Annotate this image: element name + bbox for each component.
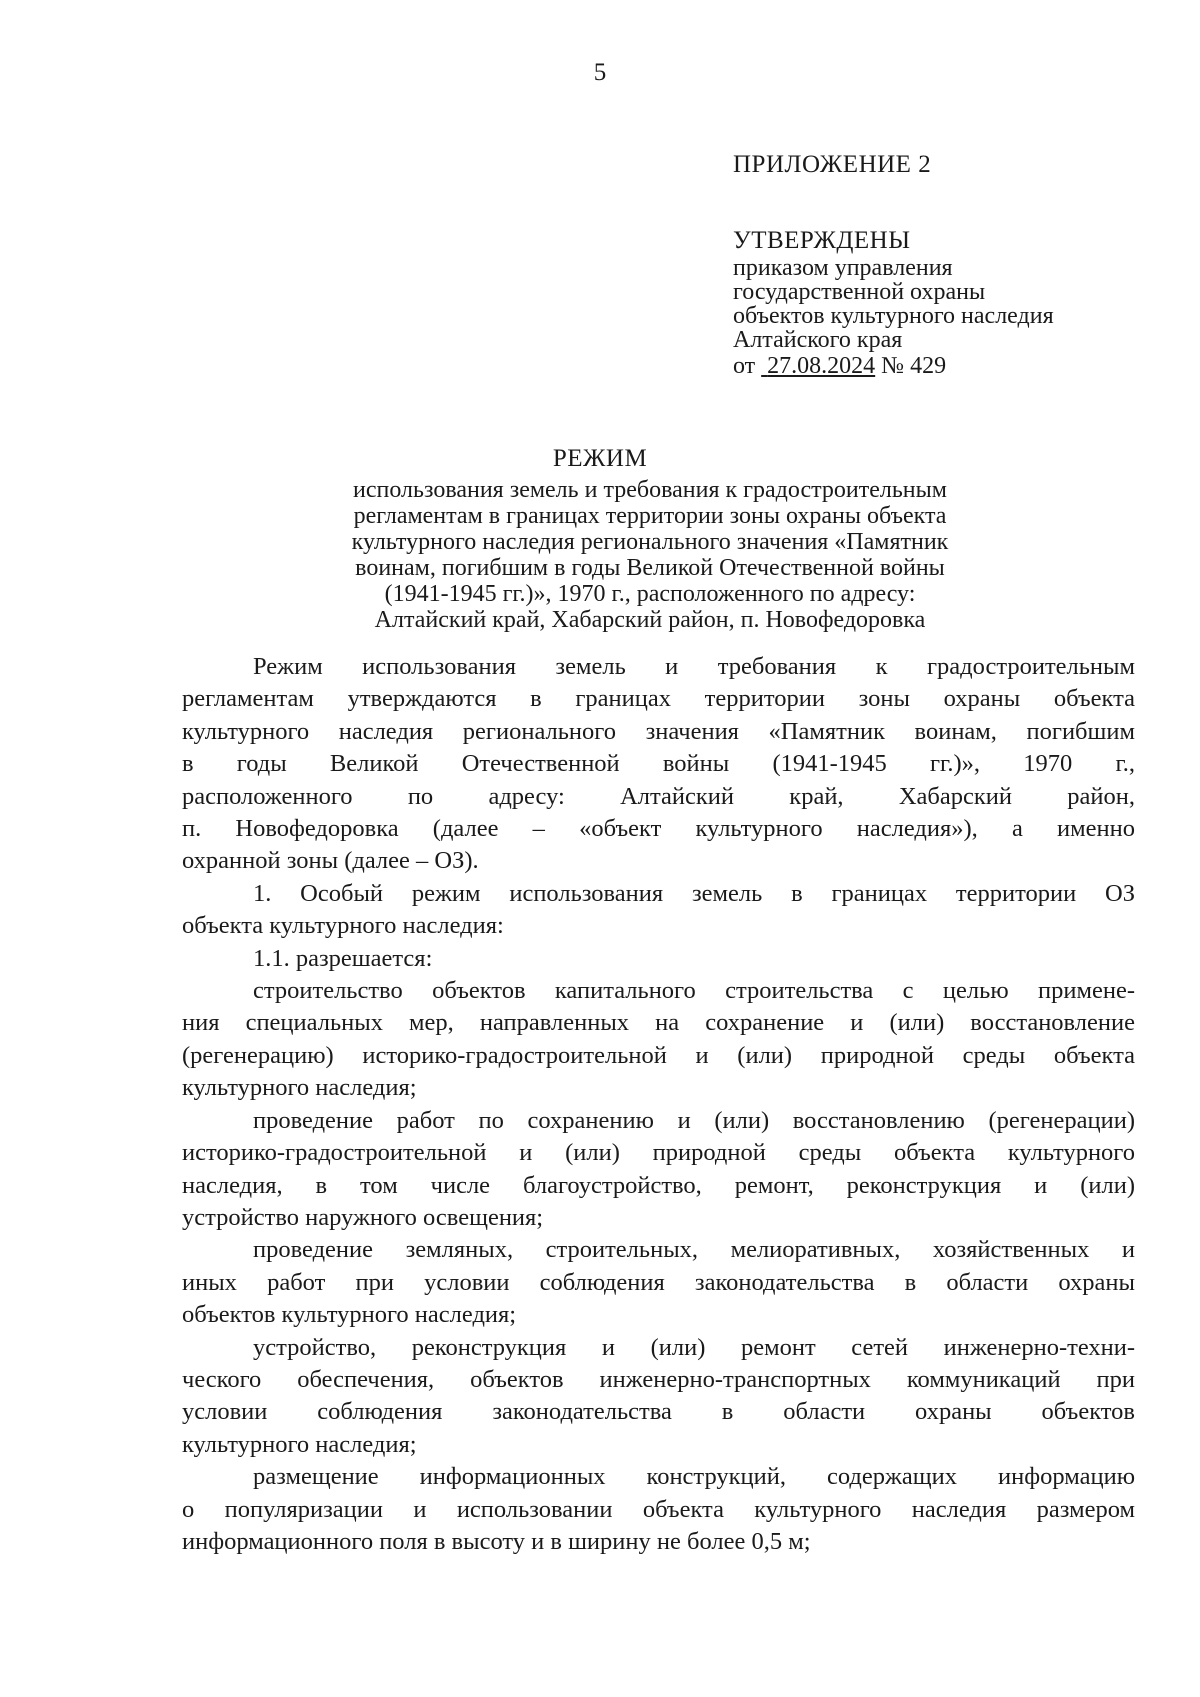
body-line: объектов культурного наследия; <box>182 1301 517 1329</box>
document-body <box>182 651 1135 1558</box>
body-line: культурного наследия регионального значения «Памятник воинам, погибшим <box>182 717 1135 745</box>
approved-label: УТВЕРЖДЕНЫ <box>733 227 911 254</box>
body-line: Режим использования земель и требования к градостроительным <box>253 653 1135 680</box>
body-line: культурного наследия; <box>182 1430 417 1458</box>
body-line: 1.1. разрешается: <box>253 944 433 972</box>
body-line: условии соблюдения законодательства в области охраны объектов <box>182 1398 1135 1426</box>
body-line: охранной зоны (далее – ОЗ). <box>182 847 479 875</box>
body-line: п. Новофедоровка (далее – «объект культурного наследия»), а именно <box>182 815 1135 843</box>
body-line: наследия, в том числе благоустройство, ремонт, реконструкция и (или) <box>182 1171 1135 1199</box>
approval-line: объектов культурного наследия <box>733 303 1054 329</box>
body-line: о популяризации и использовании объекта культурного наследия размером <box>182 1495 1135 1523</box>
subtitle-line: (1941-1945 гг.)», 1970 г., расположенного по адресу: <box>384 581 916 607</box>
body-line: размещение информационных конструкций, содержащих информацию <box>253 1463 1135 1491</box>
body-line: иных работ при условии соблюдения законодательства в области охраны <box>182 1268 1135 1296</box>
approval-block <box>733 150 1163 380</box>
subtitle-line: воинам, погибшим в годы Великой Отечественной войны <box>355 555 945 581</box>
subtitle-line: культурного наследия регионального значения «Памятник <box>351 529 949 555</box>
approval-line: государственной охраны <box>733 279 986 305</box>
body-line: ния специальных мер, направленных на сохранение и (или) восстановление <box>182 1009 1135 1037</box>
body-line: историко-градостроительной и (или) природной среды объекта культурного <box>182 1139 1135 1167</box>
subtitle-line: регламентам в границах территории зоны охраны объекта <box>353 503 947 529</box>
appendix-label: ПРИЛОЖЕНИЕ 2 <box>733 151 932 178</box>
body-line: проведение земляных, строительных, мелиоративных, хозяйственных и <box>253 1236 1135 1264</box>
page-number: 5 <box>593 59 607 86</box>
order-reference <box>733 352 1163 380</box>
order-number: № 429 <box>881 353 947 379</box>
body-line: строительство объектов капитального строительства с целью примене- <box>253 977 1135 1005</box>
subtitle-line: использования земель и требования к градостроительным <box>353 477 947 503</box>
document-title: РЕЖИМ <box>552 445 648 472</box>
body-line: 1. Особый режим использования земель в границах территории ОЗ <box>253 879 1135 907</box>
body-line: устройство, реконструкция и (или) ремонт сетей инженерно-техни- <box>253 1333 1135 1361</box>
body-line: расположенного по адресу: Алтайский край, Хабарский район, <box>182 782 1135 810</box>
body-line: проведение работ по сохранению и (или) восстановлению (регенерации) <box>253 1106 1135 1134</box>
body-line: ческого обеспечения, объектов инженерно-транспортных коммуникаций при <box>182 1365 1135 1393</box>
body-line: информационного поля в высоту и в ширину не более 0,5 м; <box>182 1527 811 1555</box>
approval-line: приказом управления <box>733 255 953 281</box>
approval-line: Алтайского края <box>733 327 903 353</box>
subtitle-line: Алтайский край, Хабарский район, п. Новофедоровка <box>374 607 926 633</box>
order-date: 27.08.2024 <box>767 353 876 379</box>
body-line: объекта культурного наследия: <box>182 912 504 940</box>
body-line: культурного наследия; <box>182 1074 417 1102</box>
body-line: устройство наружного освещения; <box>182 1203 544 1231</box>
body-line: регламентам утверждаются в границах территории зоны охраны объекта <box>182 685 1135 713</box>
document-subtitle <box>300 477 1000 633</box>
body-line: в годы Великой Отечественной войны (1941-1945 гг.)», 1970 г., <box>182 750 1135 778</box>
body-line: (регенерацию) историко-градостроительной и (или) природной среды объекта <box>182 1041 1135 1069</box>
order-prefix: от <box>733 353 756 379</box>
